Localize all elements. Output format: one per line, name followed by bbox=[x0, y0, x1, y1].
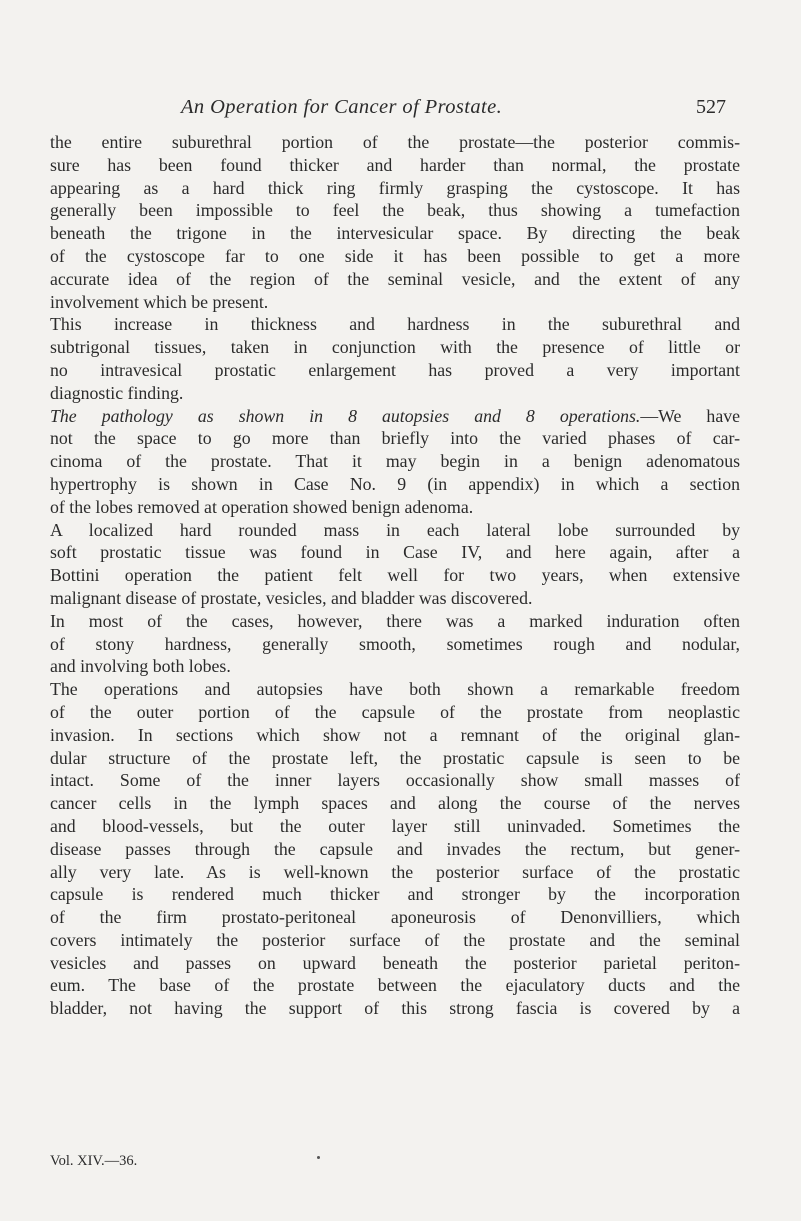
text-line: diagnostic finding. bbox=[50, 382, 184, 403]
text-line: Bottini operation the patient felt well for two years, when extensive bbox=[50, 565, 740, 586]
text-line: of the cystoscope far to one side it has been possible to get a more bbox=[50, 245, 740, 266]
text-line: intact. Some of the inner layers occasionally show small masses of bbox=[50, 770, 740, 791]
text-line-heading bbox=[50, 405, 740, 428]
text-line: eum. The base of the prostate between the ejaculatory ducts and the bbox=[50, 975, 740, 996]
text-line: accurate idea of the region of the seminal vesicle, and the extent of any bbox=[50, 268, 740, 289]
text-line: sure has been found thicker and harder than normal, the prostate bbox=[50, 154, 740, 175]
text-line: the entire suburethral portion of the prostate—the posterior commis- bbox=[50, 132, 740, 152]
text-line: hypertrophy is shown in Case No. 9 (in appendix) in which a section bbox=[50, 473, 740, 494]
text-line: subtrigonal tissues, taken in conjunction with the presence of little or bbox=[50, 337, 740, 358]
text-line: A localized hard rounded mass in each lateral lobe surrounded by bbox=[50, 519, 740, 540]
text-line: and involving both lobes. bbox=[50, 656, 231, 677]
heading-continuation: —We have bbox=[640, 405, 740, 426]
text-line: no intravesical prostatic enlargement has proved a very important bbox=[50, 359, 740, 380]
text-line: invasion. In sections which show not a remnant of the original glan- bbox=[50, 724, 740, 745]
text-line: dular structure of the prostate left, the prostatic capsule is seen to be bbox=[50, 747, 740, 768]
text-line: The operations and autopsies have both shown a remarkable freedom bbox=[50, 679, 740, 700]
text-line: In most of the cases, however, there was a marked induration often bbox=[50, 610, 740, 631]
running-head bbox=[50, 96, 751, 120]
text-line: ally very late. As is well-known the posterior surface of the prostatic bbox=[50, 861, 740, 882]
text-line: disease passes through the capsule and invades the rectum, but gener- bbox=[50, 838, 740, 859]
text-line: of the lobes removed at operation showed benign adenoma. bbox=[50, 496, 474, 517]
body-text bbox=[50, 131, 740, 1020]
text-line: cinoma of the prostate. That it may begin in a benign adenomatous bbox=[50, 451, 740, 472]
text-line: not the space to go more than briefly into the varied phases of car- bbox=[50, 428, 740, 449]
text-line: generally been impossible to feel the beak, thus showing a tumefaction bbox=[50, 200, 740, 221]
text-line: of the firm prostato-peritoneal aponeurosis of Denonvilliers, which bbox=[50, 907, 740, 928]
text-line: cancer cells in the lymph spaces and along the course of the nerves bbox=[50, 793, 740, 814]
text-line: involvement which be present. bbox=[50, 291, 269, 312]
signature-mark: Vol. XIV.—36. bbox=[50, 1153, 138, 1169]
printer-dot bbox=[317, 1156, 320, 1159]
page-number: 527 bbox=[696, 96, 726, 118]
text-line: appearing as a hard thick ring firmly grasping the cystoscope. It has bbox=[50, 177, 740, 198]
section-heading: The pathology as shown in 8 autopsies and 8 operations. bbox=[50, 405, 641, 426]
text-line: and blood-vessels, but the outer layer still uninvaded. Sometimes the bbox=[50, 815, 740, 836]
text-line: of stony hardness, generally smooth, sometimes rough and nodular, bbox=[50, 633, 740, 654]
book-page bbox=[50, 0, 751, 1221]
text-line: malignant disease of prostate, vesicles, and bladder was discovered. bbox=[50, 587, 533, 608]
text-line: vesicles and passes on upward beneath the posterior parietal periton- bbox=[50, 952, 740, 973]
running-title: An Operation for Cancer of Prostate. bbox=[181, 96, 503, 118]
text-line: capsule is rendered much thicker and stronger by the incorporation bbox=[50, 884, 740, 905]
text-line: beneath the trigone in the intervesicular space. By directing the beak bbox=[50, 223, 740, 244]
text-line: covers intimately the posterior surface of the prostate and the seminal bbox=[50, 929, 740, 950]
text-line: soft prostatic tissue was found in Case IV, and here again, after a bbox=[50, 542, 740, 563]
text-line: bladder, not having the support of this strong fascia is covered by a bbox=[50, 998, 740, 1019]
text-line: This increase in thickness and hardness in the suburethral and bbox=[50, 314, 740, 335]
text-line: of the outer portion of the capsule of the prostate from neoplastic bbox=[50, 701, 740, 722]
